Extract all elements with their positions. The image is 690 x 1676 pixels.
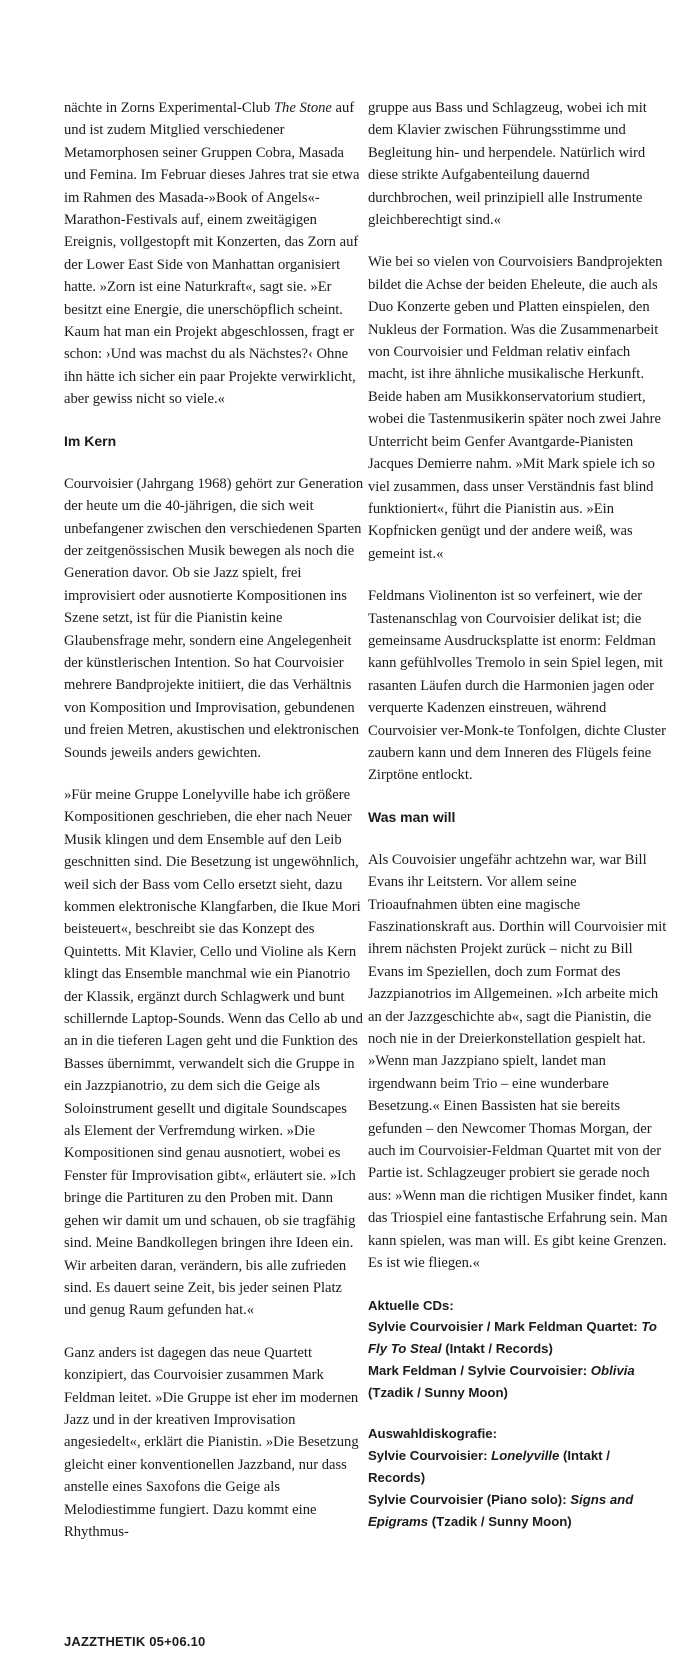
article-paragraph bbox=[64, 97, 364, 411]
page-footer: JAZZTHETIK 05+06.10 bbox=[64, 1634, 206, 1649]
left-column bbox=[64, 97, 364, 1563]
current-cds bbox=[368, 1295, 668, 1404]
article-paragraph: Feldmans Violinenton ist so verfeinert, wie der Tastenanschlag von Courvoisier delikat ist; die gemeinsame Ausdrucksplatte ist enorm: Feldman kann gefühlvolles Tremolo in sein Spiel legen, mit rasanten Läufen durch die Harmonien jagen oder verquerte Kadenzen einstreuen, während Courvoisier ver-Monk-te Tonfolgen, dichte Cluster zaubern kann und dem Inneren des Flügels feine Zirptöne entlockt. bbox=[368, 588, 666, 784]
section-heading-im-kern: Im Kern bbox=[64, 432, 117, 449]
cd-entry bbox=[368, 1360, 668, 1404]
cd-artist: Sylvie Courvoisier / Mark Feldman Quartet: bbox=[368, 1319, 642, 1335]
article-paragraph: Ganz anders ist dagegen das neue Quartett konzipiert, das Courvoisier zusammen Mark Feldman leitet. »Die Gruppe ist eher im modernen Jazz und in der kreativen Improvisation angesiedelt«, erklärt die Pianistin. »Die Besetzung gleicht einer konventionellen Jazzband, nur dass anstelle eines Saxofons die Geige als Melodiestimme fungiert. Dazu kommt eine Rhythmus- bbox=[64, 1344, 359, 1540]
cd-entry bbox=[368, 1316, 668, 1360]
article-paragraph: Wie bei so vielen von Courvoisiers Bandprojekten bildet die Achse der beiden Eheleute, die auch als Duo Konzerte geben und Platten einspielen, den Nukleus der Formation. Was die Zusammenarbeit von Courvoisier und Feldman relativ einfach macht, ist ihre ähnliche musikalische Herkunft. Beide haben am Musikkonservatorium studiert, wobei die Tastenmusikerin später noch zwei Jahre Unterricht beim Genfer Avantgarde-Pianisten Jacques Demierre nahm. »Mit Mark spiele ich so viel zusammen, dass unser Verständnis fast blind funktioniert«, führt die Pianistin aus. »Ein Kopfnicken genügt und der andere weiß, was gemeint ist.« bbox=[368, 254, 663, 562]
cd-title: Signs and Epigrams bbox=[368, 1491, 634, 1529]
cd-title: Oblivia bbox=[590, 1362, 635, 1378]
cd-artist: Mark Feldman / Sylvie Courvoisier: bbox=[368, 1362, 591, 1378]
discography-box bbox=[368, 1295, 668, 1533]
cd-title: Lonelyville bbox=[491, 1448, 560, 1464]
selected-discography bbox=[368, 1423, 668, 1532]
cd-entry bbox=[368, 1445, 668, 1489]
current-cds-heading: Aktuelle CDs: bbox=[368, 1297, 454, 1313]
cd-label: (Intakt / Records) bbox=[441, 1341, 553, 1357]
section-heading-was-man-will: Was man will bbox=[368, 808, 456, 825]
right-column bbox=[368, 97, 668, 1552]
cd-title: To Fly To Steal bbox=[368, 1319, 657, 1357]
article-paragraph: gruppe aus Bass und Schlagzeug, wobei ich mit dem Klavier zwischen Führungsstimme und Begleitung hin- und herpendele. Natürlich wird diese strikte Aufgabenteilung dauernd durchbrochen, weil prinzipiell alle Instrumente gleichberechtigt sind.« bbox=[368, 100, 647, 229]
venue-name: The Stone bbox=[273, 100, 332, 116]
cd-label: (Tzadik / Sunny Moon) bbox=[428, 1513, 572, 1529]
cd-artist: Sylvie Courvoisier: bbox=[368, 1448, 492, 1464]
cd-label: (Intakt / Records) bbox=[368, 1448, 610, 1486]
cd-artist: Sylvie Courvoisier (Piano solo): bbox=[368, 1491, 571, 1507]
selected-discography-heading: Auswahldiskografie: bbox=[368, 1426, 497, 1442]
article-paragraph: Courvoisier (Jahrgang 1968) gehört zur Generation der heute um die 40-jährigen, die sich weit unbefangener zwischen den verschiedenen Sparten der zeitgenössischen Musik bewegen als noch die Generation davor. Ob sie Jazz spielt, frei improvisiert oder ausnotierte Kompositionen ins Szene setzt, ist für die Pianistin keine Glaubensfrage mehr, sondern eine Angelegenheit der künstlerischen Intention. So hat Courvoisier mehrere Bandprojekte initiiert, die das Verhältnis von Komposition und Improvisation, gebundenen und freien Metren, akustischen und elektronischen Sounds jeweils anders gewichten. bbox=[64, 475, 364, 761]
cd-label: (Tzadik / Sunny Moon) bbox=[368, 1384, 508, 1400]
cd-entry bbox=[368, 1489, 668, 1533]
paragraph-text: auf und ist zudem Mitglied verschiedener Metamorphosen seiner Gruppen Cobra, Masada und Femina. Im Februar dieses Jahres trat sie etwa im Rahmen des Masada-»Book of Angels«-Marathon-Festivals auf, einem zweitägigen Ereignis, vollgestopft mit Konzerten, das Zorn auf der Lower East Side von Manhattan organisiert hatte. »Zorn ist eine Naturkraft«, sagt sie. »Er besitzt eine Energie, die unerschöpflich scheint. Kaum hat man ein Projekt abgeschlossen, fragt er schon: ›Und was machst du als Nächstes?‹ Ohne ihn hätte ich sicher ein paar Projekte verwirklicht, aber gewiss nicht so viele.« bbox=[64, 100, 360, 408]
paragraph-text: nächte in Zorns Experimental-Club bbox=[64, 100, 274, 116]
article-paragraph: Als Couvoisier ungefähr achtzehn war, war Bill Evans ihr Leitstern. Vor allem seine Trioaufnahmen übten eine magische Faszinationskraft aus. Dorthin will Courvoisier mit ihrem nächsten Projekt zurück – nicht zu Bill Evans im Speziellen, doch zum Format des Jazzpianotrios im Allgemeinen. »Ich arbeite mich an der Jazzgeschichte ab«, sagt die Pianistin, die noch nie in der Dreierkonstellation gespielt hat. »Wenn man Jazzpiano spielt, landet man irgendwann beim Trio – eine wunderbare Besetzung.« Einen Bassisten hat sie bereits gefunden – den Newcomer Thomas Morgan, der auch im Courvoisier-Feldman Quartet mit von der Partie ist. Schlagzeuger probiert sie gerade noch aus: »Wenn man die richtigen Musiker findet, kann das Triospiel eine fantastische Erfahrung sein. Man kann spielen, was man will. Es gibt keine Grenzen. Es ist wie fliegen.« bbox=[368, 851, 668, 1272]
article-paragraph: »Für meine Gruppe Lonelyville habe ich größere Kompositionen geschrieben, die eher nach Neuer Musik klingen und dem Ensemble auf den Leib geschnitten sind. Die Besetzung ist ungewöhnlich, weil sich der Bass vom Cello ersetzt sieht, dazu kommen elektronische Klangfarben, die Ikue Mori beisteuert«, beschreibt sie das Konzept des Quintetts. Mit Klavier, Cello und Violine als Kern klingt das Ensemble manchmal wie ein Pianotrio der Klassik, ergänzt durch Schlagwerk und bunt schillernde Laptop-Sounds. Wenn das Cello ab und an in die tieferen Lagen geht und die Funktion des Basses übernimmt, verwandelt sich die Gruppe in ein Jazzpianotrio, zu dem sich die Geige als Soloinstrument gesellt und digitale Soundscapes als Element der Verfremdung wirken. »Die Kompositionen sind genau ausnotiert, wobei es Fenster für Improvisation gibt«, erläutert sie. »Ich bringe die Partituren zu den Proben mit. Dann gehen wir damit um und schauen, ob sie tragfähig sind. Meine Bandkollegen bringen ihre Ideen ein. Wir arbeiten daran, verändern, bis alle zufrieden sind. Es dauert seine Zeit, bis jeder seinen Platz und genug Raum gefunden hat.« bbox=[64, 786, 363, 1319]
